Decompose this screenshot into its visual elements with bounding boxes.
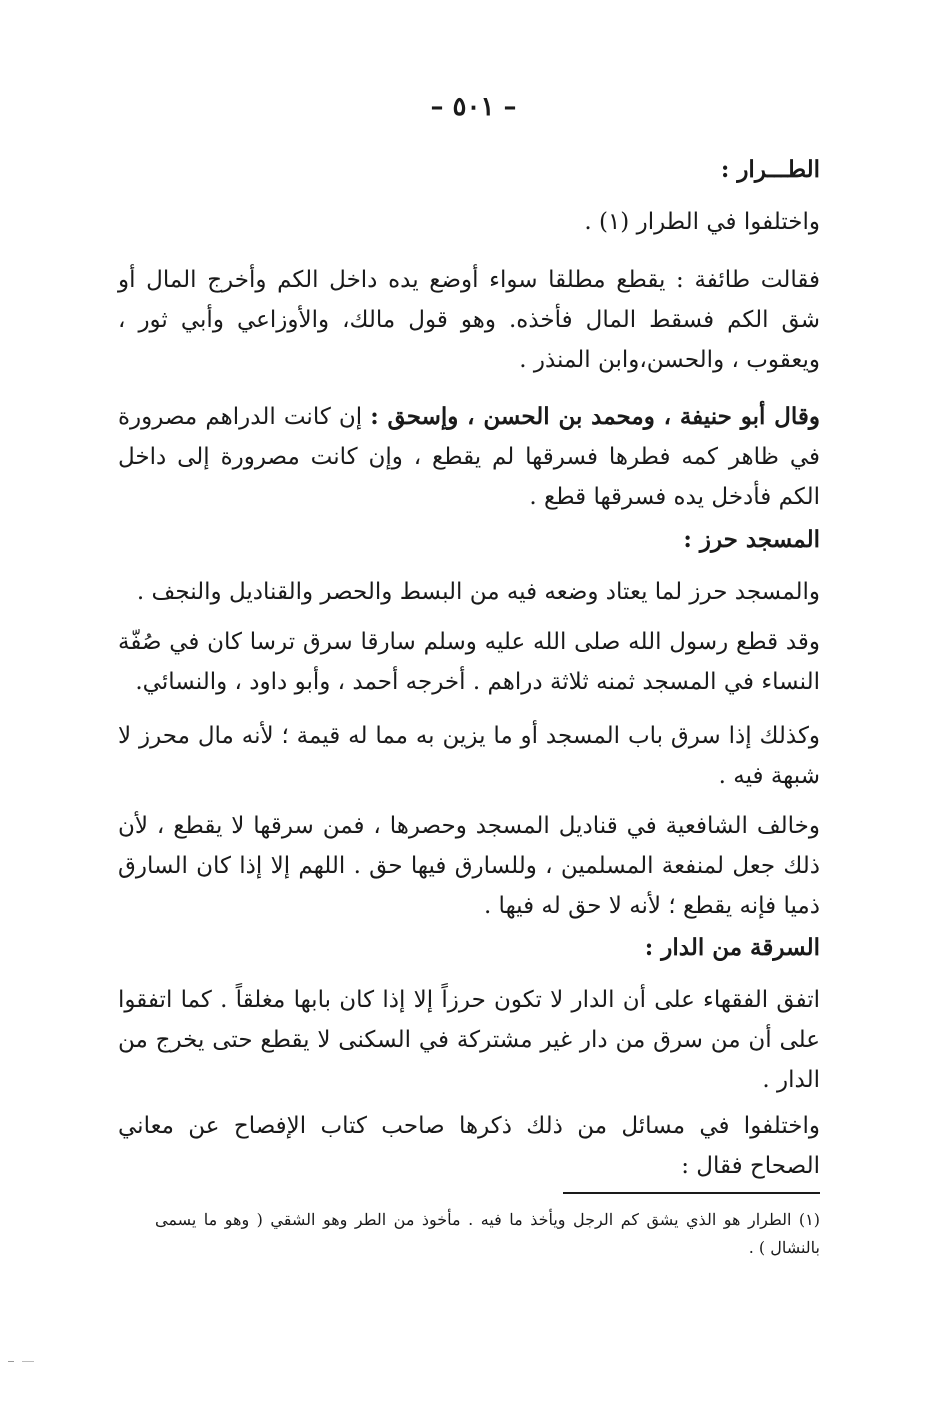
paragraph-tarrar-second-opinion: [118, 397, 820, 517]
paragraph-masjid-hirz: والمسجد حرز لما يعتاد وضعه فيه من البسط والحصر والقناديل والنجف .: [136, 579, 820, 605]
section-heading-masjid: المسجد حرز :: [683, 526, 820, 553]
section-heading-tarrar: الطـــرار :: [720, 156, 820, 183]
page-number: – ٥٠١ –: [430, 92, 517, 122]
paragraph-masjid-door: وكذلك إذا سرق باب المسجد أو ما يزين به مما له قيمة ؛ لأنه مال محرز لا شبهة فيه .: [118, 723, 820, 789]
scholars-names: وقال أبو حنيفة ، ومحمد بن الحسن ، وإسحق :: [370, 403, 820, 430]
paragraph-dar-disagreement: واختلفوا في مسائل من ذلك ذكرها صاحب كتاب الإفصاح عن معاني الصحاح فقال :: [118, 1113, 820, 1179]
opinion-text: إن كانت الدراهم مصرورة في ظاهر كمه فطرها فسرقها لم يقطع ، وإن كانت مصرورة إلى داخل الكم فأدخل يده فسرقها قطع .: [118, 404, 820, 510]
footnote-separator: [563, 1192, 820, 1194]
paragraph-masjid-hadith: وقد قطع رسول الله صلى الله عليه وسلم سارقا سرق ترسا كان في صُفّة النساء في المسجد ثمنه ثلاثة دراهم . أخرجه أحمد ، وأبو داود ، والنسائي.: [118, 629, 820, 695]
footnote: (١) الطرار هو الذي يشق كم الرجل ويأخذ ما فيه . مأخوذ من الطر وهو الشقي ( وهو ما يسمى بالنشال ) .: [155, 1210, 820, 1257]
paragraph-tarrar-intro: واختلفوا في الطرار (١) .: [584, 209, 820, 235]
scan-specks: [8, 1360, 38, 1364]
paragraph-tarrar-first-opinion: فقالت طائفة : يقطع مطلقا سواء أوضع يده داخل الكم وأخرج المال أو شق الكم فسقط المال فأخذه. وهو قول مالك، والأوزاعي وأبي ثور ، ويعقوب ، والحسن،وابن المنذر .: [118, 267, 820, 373]
paragraph-masjid-shafii: وخالف الشافعية في قناديل المسجد وحصرها ، فمن سرقها لا يقطع ، لأن ذلك جعل لمنفعة المسلمين ، وللسارق فيها حق . اللهم إلا إذا كان السارق ذميا فإنه يقطع ؛ لأنه لا حق له فيها .: [118, 813, 820, 919]
section-heading-dar: السرقة من الدار :: [644, 934, 820, 961]
paragraph-dar-agreement: اتفق الفقهاء على أن الدار لا تكون حرزاً إلا إذا كان بابها مغلقاً . كما اتفقوا على أن من سرق من دار غير مشتركة في السكنى لا يقطع حتى يخرج من الدار .: [118, 987, 820, 1093]
